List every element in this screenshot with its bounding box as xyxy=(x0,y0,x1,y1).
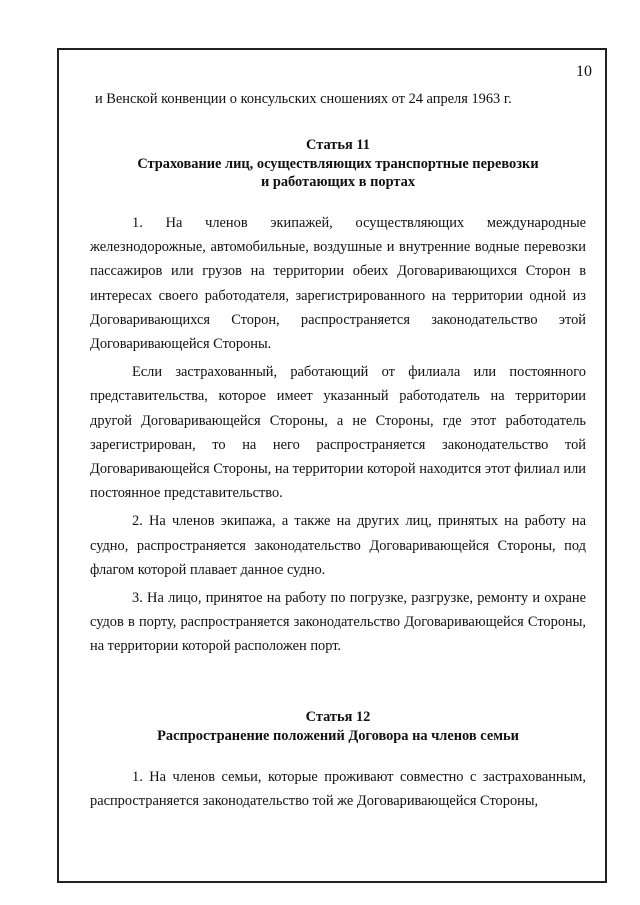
article-11-title-line2: и работающих в портах xyxy=(260,174,416,190)
article-11-heading xyxy=(90,136,586,192)
intro-line xyxy=(90,87,586,111)
article-11-paragraph-3: 2. На членов экипажа, а также на других лиц, принятых на работу на судно, распространяется законодательство Договаривающейся Стороны, под флагом которой плавает данное судно. xyxy=(90,513,586,578)
page-number: 10 xyxy=(576,63,592,80)
article-11-number: Статья 11 xyxy=(306,137,370,153)
article-12-heading xyxy=(90,708,586,745)
article-11-title-line1: Страхование лиц, осуществляющих транспортные перевозки xyxy=(137,155,539,172)
article-12-title: Распространение положений Договора на членов семьи xyxy=(157,727,519,744)
article-12-number: Статья 12 xyxy=(305,709,371,725)
article-11-paragraph-4: 3. На лицо, принятое на работу по погрузке, разгрузке, ремонту и охране судов в порту, распространяется законодательство Договаривающейся Стороны, на территории которой расположен порт. xyxy=(90,590,586,655)
intro-paragraph: и Венской конвенции о консульских сношениях от 24 апреля 1963 г. xyxy=(95,91,512,107)
article-12-body xyxy=(90,765,586,813)
article-11-paragraph-1: 1. На членов экипажей, осуществляющих международные железнодорожные, автомобильные, воздушные и внутренние водные перевозки пассажиров или грузов на территории обеих Договаривающихся Сторон в интересах своего работодателя, зарегистрированного на территории одной из Договаривающихся Сторон, распространяется законодательство этой Договаривающейся Стороны. xyxy=(90,215,586,353)
article-11-body xyxy=(90,211,586,659)
article-12-paragraph-1: 1. На членов семьи, которые проживают совместно с застрахованным, распространяется законодательство той же Договаривающейся Стороны, xyxy=(90,769,586,810)
article-11-paragraph-2: Если застрахованный, работающий от филиала или постоянного представительства, которое имеет указанный работодатель на территории другой Договаривающейся Стороны, а не Стороны, где этот работодатель зарегистрирован, то на него распространяется законодательство той Договаривающейся Стороны, на территории которой находится этот филиал или постоянное представительство. xyxy=(90,364,586,502)
